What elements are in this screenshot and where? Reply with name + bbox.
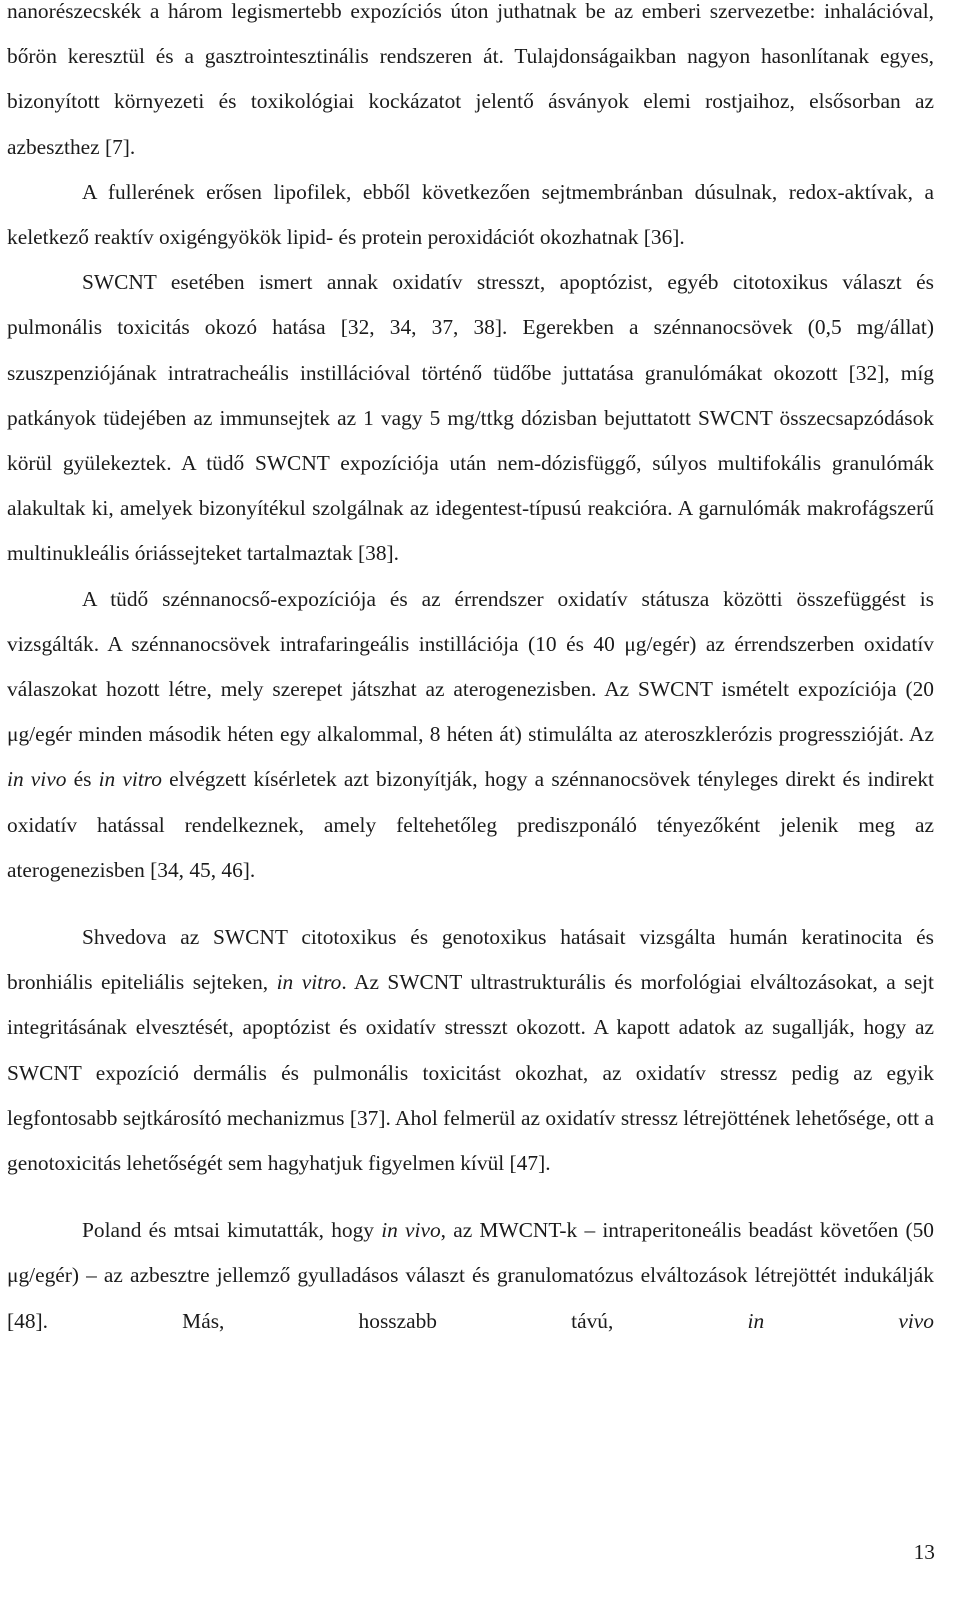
paragraph-shvedova: [7, 915, 934, 1186]
paragraph-text: elvégzett kísérletek azt bizonyítják, hogy a szénnanocsövek tényleges direkt és indirekt oxidatív hatással rendelkeznek, amely feltehetőleg prediszponáló tényezőként jelenik meg az aterogenezisben [34, 45, 46].: [7, 767, 934, 882]
paragraph-text: Shvedova az SWCNT citotoxikus és genotoxikus hatásait vizsgálta humán keratinocita és bronhiális epiteliális sejteken,: [7, 925, 934, 995]
paragraph-text: , az MWCNT-k – intraperitoneális beadást követően (50 μg/egér) – az azbesztre jellemző gyulladásos választ és granulomatózus elváltozások létrejöttét indukálják [48]. Más, hosszabb távú,: [7, 1218, 934, 1333]
paragraph-text: . Az SWCNT ultrastrukturális és morfológiai elváltozásokat, a sejt integritásának elvesztését, apoptózist és oxidatív stresszt okozott. A kapott adatok az sugallják, hogy az SWCNT expozíció dermális és pulmonális toxicitást okozhat, az oxidatív stressz pedig az egyik legfontosabb sejtkárosító mechanizmus [37]. Ahol felmerül az oxidatív stressz létrejöttének lehetősége, ott a genotoxicitás lehetőségét sem hagyhatjuk figyelmen kívül [47].: [7, 970, 934, 1176]
paragraph-text: A tüdő szénnanocső-expozíciója és az érrendszer oxidatív státusza közötti összefüggést is vizsgálták. A szénnanocsövek intrafaringeális instillációja (10 és 40 μg/egér) az érrendszerben oxidatív válaszokat hozott létre, mely szerepet játszhat az aterogenezisben. Az SWCNT ismételt expozíciója (20 μg/egér minden második héten egy alkalommal, 8 héten át) stimulálta az ateroszklerózis progresszióját. Az: [7, 586, 934, 747]
paragraph-poland: [7, 1208, 934, 1344]
italic-term: in vivo: [381, 1218, 441, 1243]
italic-term: in vitro: [276, 970, 342, 995]
paragraph-text: Poland és mtsai kimutatták, hogy: [82, 1218, 382, 1243]
paragraph-swcnt-toxicity: SWCNT esetében ismert annak oxidatív stresszt, apoptózist, egyéb citotoxikus választ és pulmonális toxicitás okozó hatása [32, 34, 37, 38]. Egerekben a szénnanocsövek (0,5 mg/állat) szuszpenziójának intratracheális instillációval történő tüdőbe juttatása granulómákat okozott [32], míg patkányok tüdejében az immunsejtek az 1 vagy 5 mg/ttkg dózisban bejuttatott SWCNT összecsapzódások körül gyülekeztek. A tüdő SWCNT expozíciója után nem-dózisfüggő, súlyos multifokális granulómák alakultak ki, amelyek bizonyítékul szolgálnak az idegentest-típusú reakcióra. A garnulómák makrofágszerű multinukleális óriássejteket tartalmaztak [38].: [7, 270, 934, 566]
paragraph-1: nanorészecskék a három legismertebb expozíciós úton juthatnak be az emberi szervezetbe: inhalációval, bőrön keresztül és a gasztrointesztinális rendszeren át. Tulajdonságaikban nagyon hasonlítanak egyes, bizonyított környezeti és toxikológiai kockázatot jelentő ásványok elemi rostjaihoz, elsősorban az azbeszthez [7].: [7, 0, 934, 159]
page-number: 13: [913, 1540, 935, 1564]
paragraph-fullerenes: A fullerének erősen lipofilek, ebből következően sejtmembránban dúsulnak, redox-aktívak, a keletkező reaktív oxigéngyökök lipid- és protein peroxidációt okozhatnak [36].: [7, 179, 934, 250]
italic-term: in vivo: [7, 767, 67, 792]
paragraph-text: és: [66, 767, 99, 792]
document-page: [7, 0, 934, 1344]
italic-term: in vitro: [98, 767, 163, 792]
paragraph-oxidative-status: [7, 577, 934, 893]
italic-term: in vivo: [747, 1308, 934, 1333]
